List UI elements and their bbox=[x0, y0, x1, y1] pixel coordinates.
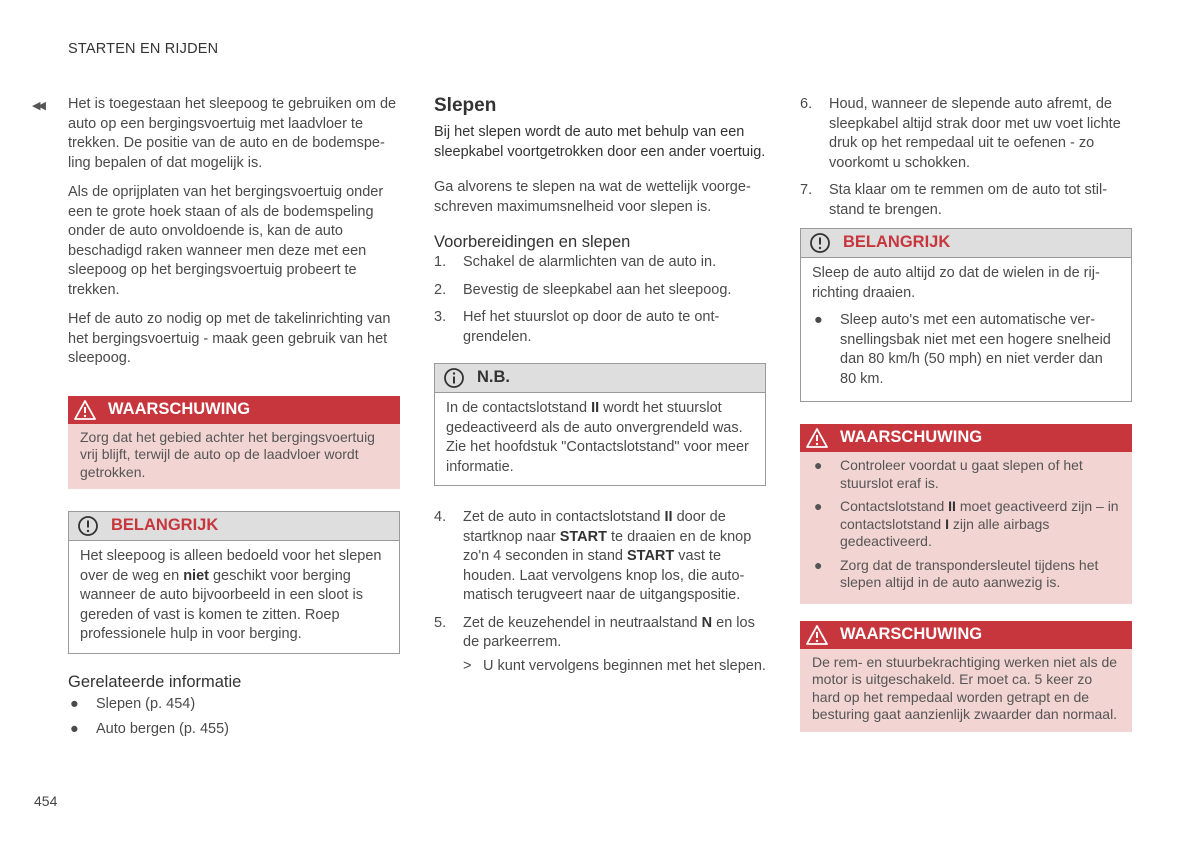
step bbox=[434, 508, 766, 606]
related-link[interactable] bbox=[68, 720, 400, 740]
bullet-icon: ● bbox=[70, 695, 79, 712]
text-run: te draaien en de knop zo'n 4 seconden in stand bbox=[463, 528, 752, 564]
note-text bbox=[435, 393, 765, 485]
paragraph: Hef de auto zo nodig op met de takelinrichting van het bergingsvoertuig - maak geen gebruik van het sleepoog. bbox=[68, 311, 391, 366]
important-header bbox=[801, 229, 1131, 258]
warning-text: De rem- en stuurbekrachtiging werken niet als de motor is uitgeschakeld. Er moet ca. 5 keer zo hard op het rempedaal worden getrapt en de besturing gaat aanzienlijk zwaarder dan normaal. bbox=[800, 649, 1132, 732]
list-item bbox=[812, 311, 1120, 389]
text-run: geschikt voor berging wanneer de auto bijvoorbeeld in een sloot is gereden of vast is komen te zitten. Roep professionele hulp in voor berging. bbox=[80, 567, 363, 642]
bullet-icon: ● bbox=[70, 721, 79, 737]
paragraph: Als de oprijplaten van het bergingsvoertuig onder een te grote hoek staan of als de bodemspeling onder de auto onvoldoende is, kan de auto beschadigd raken wanneer men deze met een sleepoog op het bergingsvoertuig probeert te trekken. bbox=[68, 184, 384, 298]
important-box bbox=[800, 228, 1132, 402]
text-run: Contactslotstand bbox=[840, 498, 949, 514]
steps-list bbox=[434, 253, 766, 347]
section-header: STARTEN EN RIJDEN bbox=[68, 41, 219, 57]
back-reference-icon[interactable]: ◀◀ bbox=[32, 100, 43, 112]
important-title: BELANGRIJK bbox=[111, 516, 219, 535]
bold-text: niet bbox=[183, 567, 209, 584]
list-item bbox=[812, 457, 1120, 492]
warning-title: WAARSCHUWING bbox=[840, 624, 983, 643]
item-text: Zorg dat de transpondersleutel tijdens het slepen altijd in de auto aanwezig is. bbox=[840, 556, 1099, 590]
step-number: 2. bbox=[434, 281, 447, 298]
note-title: N.B. bbox=[477, 368, 510, 387]
text-run: wordt het stuurslot gedeactiveerd als de auto onvergrendeld was. Zie het hoofdstuk "Contactslotstand" voor meer informatie. bbox=[446, 400, 749, 475]
paragraph: Het is toegestaan het sleepoog te gebruiken om de auto op een bergingsvoertuig met laadvloer te trekken. De positie van de auto en de bodemspeling bepalen of dat mogelijk is. bbox=[68, 96, 397, 171]
step-text: Sta klaar om te remmen om de auto tot stilstand te brengen. bbox=[829, 182, 1108, 218]
step bbox=[800, 95, 1132, 173]
warning-title: WAARSCHUWING bbox=[840, 428, 983, 447]
bullet-icon: ● bbox=[814, 312, 823, 328]
step bbox=[800, 181, 1132, 220]
bold-text: I bbox=[945, 515, 949, 532]
warning-header bbox=[68, 396, 400, 424]
step bbox=[434, 281, 766, 301]
warning-box bbox=[800, 424, 1132, 604]
step bbox=[434, 614, 766, 677]
text-run: vast te houden. Laat vervolgens knop los, die automatisch terugveert naar de uitgangspositie. bbox=[463, 548, 745, 603]
step bbox=[434, 308, 766, 347]
list-item bbox=[812, 557, 1120, 592]
list-item bbox=[812, 498, 1120, 551]
column-right bbox=[800, 95, 1132, 754]
steps-list-continued bbox=[434, 508, 766, 676]
text-run: Het sleepoog is alleen bedoeld voor het slepen over de weg en bbox=[80, 548, 382, 584]
text-run: zijn alle airbags gedeactiveerd. bbox=[840, 515, 1050, 549]
step-number: 1. bbox=[434, 254, 447, 270]
warning-triangle-icon bbox=[806, 624, 828, 646]
text-run: Zet de keuzehendel in neutraalstand bbox=[463, 614, 702, 631]
text-run: In de contactslotstand bbox=[446, 400, 592, 416]
column-left bbox=[32, 95, 400, 744]
step-text: Schakel de alarmlichten van de auto in. bbox=[463, 254, 717, 270]
link-text[interactable]: Auto bergen (p. 455) bbox=[96, 721, 230, 737]
warning-box bbox=[68, 396, 400, 490]
text-run: door de startknop naar bbox=[463, 509, 726, 545]
step-number: 6. bbox=[800, 96, 813, 112]
lead-paragraph: Bij het slepen wordt de auto met behulp van een sleepkabel voortgetrokken door een ander voertuig. bbox=[434, 124, 766, 160]
important-body bbox=[801, 258, 1131, 401]
important-list bbox=[812, 311, 1120, 389]
exclamation-circle-icon bbox=[77, 515, 99, 537]
note-header bbox=[435, 364, 765, 393]
step-number: 5. bbox=[434, 614, 447, 631]
step-text: Hef het stuurslot op door de auto te ontgrendelen. bbox=[463, 309, 720, 345]
bold-text: N bbox=[701, 614, 713, 631]
item-text: Controleer voordat u gaat slepen of het stuurslot eraf is. bbox=[840, 457, 1083, 491]
related-title: Gerelateerde informatie bbox=[68, 672, 242, 691]
bold-text: II bbox=[591, 400, 600, 416]
text-run: moet geactiveerd zijn – in contactslotstand bbox=[840, 498, 1119, 532]
text-run: Zet de auto in contactslotstand bbox=[463, 509, 665, 525]
step-number: 4. bbox=[434, 509, 447, 525]
important-text bbox=[69, 541, 399, 653]
important-box bbox=[68, 511, 400, 654]
warning-list bbox=[812, 457, 1120, 592]
info-circle-icon bbox=[443, 367, 465, 389]
related-list bbox=[68, 695, 400, 740]
bullet-icon: ● bbox=[814, 457, 823, 473]
item-text: Sleep auto's met een automatische versnellingsbak niet met een hogere snelheid dan 80 km/h (50 mph) en niet verder dan 80 km. bbox=[840, 312, 1111, 387]
step-result bbox=[463, 657, 766, 677]
steps-list-end bbox=[800, 95, 1132, 220]
important-text: Sleep de auto altijd zo dat de wielen in de rijrichting draaien. bbox=[812, 265, 1100, 301]
important-title: BELANGRIJK bbox=[843, 233, 951, 252]
note-box bbox=[434, 363, 766, 486]
related-link[interactable] bbox=[68, 695, 400, 715]
bullet-icon: ● bbox=[814, 556, 823, 573]
step-number: 3. bbox=[434, 309, 447, 325]
related-info bbox=[68, 672, 400, 740]
warning-title: WAARSCHUWING bbox=[108, 399, 251, 418]
step-number: 7. bbox=[800, 182, 813, 198]
warning-text: Zorg dat het gebied achter het bergingsvoertuig vrij blijft, terwijl de auto op de laadvloer wordt getrokken. bbox=[68, 424, 400, 490]
bold-text: START bbox=[627, 548, 675, 564]
warning-triangle-icon bbox=[806, 427, 828, 449]
step-text: Houd, wanneer de slepende auto afremt, de sleepkabel altijd strak door met uw voet lichte druk op het rempedaal uit te oefenen - zo voorkomt u schokken. bbox=[829, 96, 1121, 171]
warning-header bbox=[800, 621, 1132, 649]
warning-box bbox=[800, 621, 1132, 732]
bold-text: II bbox=[664, 509, 673, 525]
step-text: Bevestig de sleepkabel aan het sleepoog. bbox=[463, 281, 732, 298]
exclamation-circle-icon bbox=[809, 232, 831, 254]
paragraph: Ga alvorens te slepen na wat de wettelijk voorgeschreven maximumsnelheid voor slepen is. bbox=[434, 179, 751, 215]
bold-text: II bbox=[948, 498, 956, 514]
result-arrow-icon: > bbox=[463, 657, 472, 674]
link-text[interactable]: Slepen (p. 454) bbox=[96, 695, 196, 712]
warning-body bbox=[800, 452, 1132, 604]
bullet-icon: ● bbox=[814, 498, 823, 514]
subsection-title: Voorbereidingen en slepen bbox=[434, 233, 631, 251]
important-header bbox=[69, 512, 399, 541]
warning-header bbox=[800, 424, 1132, 452]
page-number: 454 bbox=[34, 793, 58, 809]
step bbox=[434, 253, 766, 273]
section-title: Slepen bbox=[434, 95, 497, 116]
bold-text: START bbox=[559, 528, 607, 545]
text-run: en los de parkeerrem. bbox=[463, 614, 755, 650]
warning-triangle-icon bbox=[74, 399, 96, 421]
column-middle bbox=[434, 95, 766, 686]
result-text: U kunt vervolgens beginnen met het slepen. bbox=[483, 657, 766, 674]
